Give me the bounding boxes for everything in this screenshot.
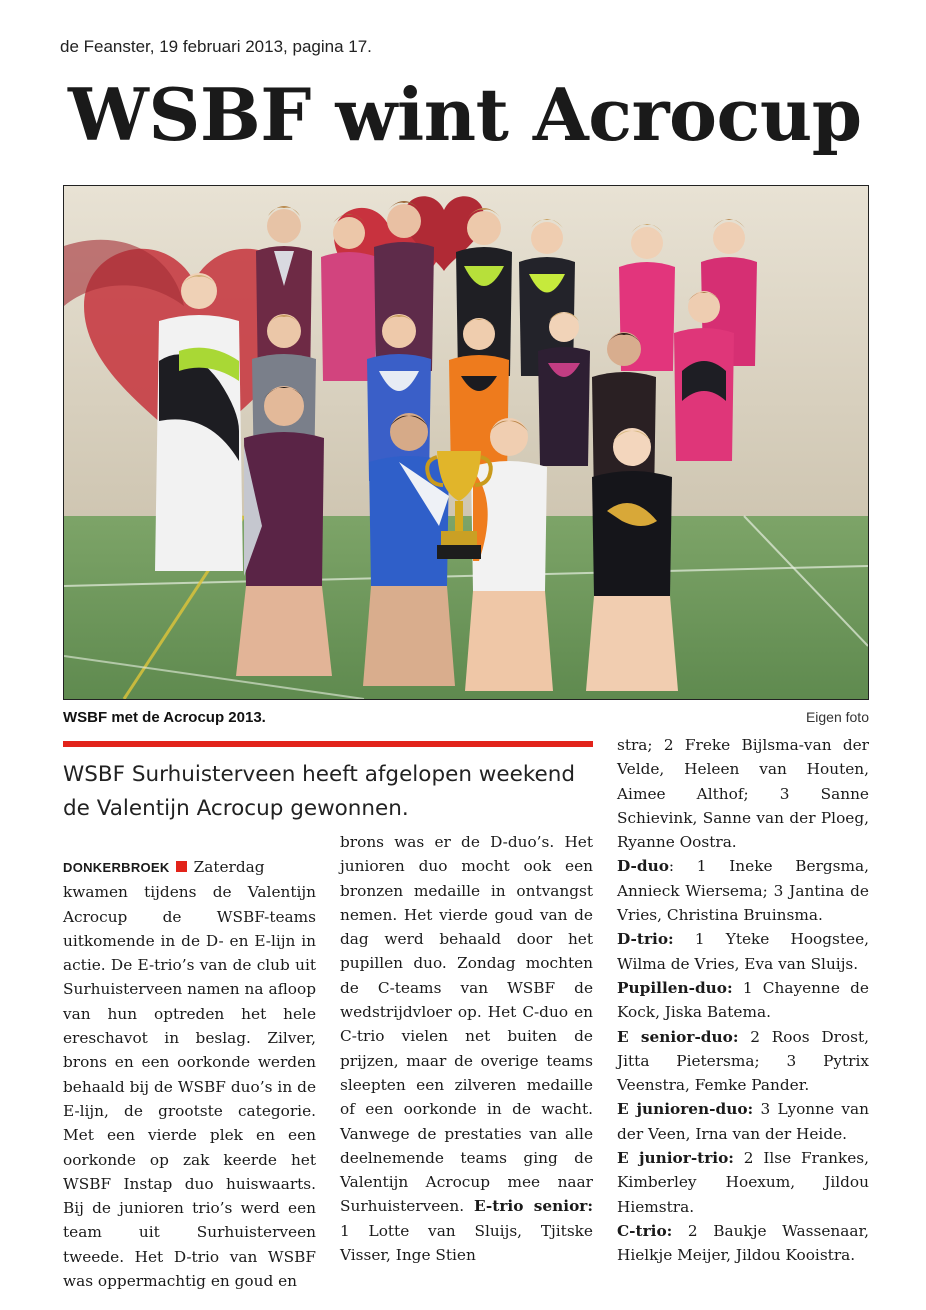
result-label: E senior-duo:	[617, 1027, 739, 1046]
result-label: D-duo	[617, 857, 669, 876]
result-text: 1 Chayenne de Kock, Jiska Batema.	[617, 978, 869, 1022]
lead-paragraph: WSBF Surhuisterveen heeft afgelopen weekend de Valentijn Acrocup gewonnen.	[63, 762, 576, 821]
accent-bar	[63, 741, 593, 747]
article-column-3	[617, 733, 869, 1268]
article-column-1	[63, 855, 316, 1293]
result-text: 3 Lyonne van der Veen, Irna van der Heide.	[617, 1100, 869, 1143]
result-text: : 1 Ineke Bergsma, Annieck Wiersema; 3 Jantina de Vries, Christina Bruinsma.	[617, 857, 869, 925]
result-text: 1 Yteke Hoogstee, Wilma de Vries, Eva van Sluijs.	[617, 930, 869, 973]
result-text: 2 Baukje Wassenaar, Hielkje Meijer, Jildou Kooistra.	[617, 1221, 869, 1265]
result-label: Pupillen-duo:	[617, 978, 733, 997]
result-label: D-trio:	[617, 930, 674, 949]
dateline-square-icon	[176, 861, 187, 872]
body-text-part-2: brons was er de D-duo’s. Het junioren duo mocht ook een bronzen medaille in ontvangst nemen. Het vierde goud van de dag werd behaald door het pupillen duo. Zondag mochten de C-teams van WSBF de wedstrijdvloer op. Het C-duo en C-trio vielen net buiten de prijzen, maar de overige teams sleepten een zilveren medaille of een oorkonde in de wacht. Vanwege de prestaties van alle deelnemende teams ging de Valentijn Acrocup mee naar Surhuisterveen.	[340, 833, 593, 1216]
photo-credit: Eigen foto	[805, 709, 869, 725]
result-text-part-2: stra; 2 Freke Bijlsma-van der Velde, Heleen van Houten, Aimee Althof; 3 Sanne Schievink, Sanne van der Ploeg, Ryanne Oostra.	[617, 736, 869, 852]
dateline: DONKERBROEK	[63, 860, 170, 875]
result-text: 2 Roos Drost, Jitta Pietersma; 3 Pytrix Veenstra, Femke Pander.	[617, 1027, 869, 1095]
article-column-2	[340, 830, 593, 1267]
result-text: 2 Ilse Frankes, Kimberley Hoexum, Jildou Hiemstra.	[617, 1149, 869, 1216]
result-text-part-1: 1 Lotte van Sluijs, Tjitske Visser, Inge Stien	[340, 1221, 593, 1265]
team-photo	[63, 185, 869, 700]
source-line: de Feanster, 19 februari 2013, pagina 17.	[60, 37, 372, 56]
result-label: E junior-trio:	[617, 1149, 734, 1168]
result-label: C-trio:	[617, 1221, 673, 1240]
result-label: E junioren-duo:	[617, 1100, 754, 1119]
photo-caption: WSBF met de Acrocup 2013.	[63, 709, 266, 726]
headline: WSBF wint Acrocup	[68, 72, 862, 157]
result-label: E-trio senior:	[473, 1197, 593, 1216]
body-text-part-1: Zaterdag kwamen tijdens de Valentijn Acrocup de WSBF-teams uitkomende in de D- en E-lijn in actie. De E-trio’s van de club uit Surhuisterveen namen na afloop van hun optreden het hele ereschavot in beslag. Zilver, brons en een oorkonde werden behaald bij de WSBF duo’s in de E-lijn, de grootste categorie. Met een vierde plek en een oorkonde op zak keerde het WSBF Instap duo huiswaarts. Bij de junioren trio’s werd een team uit Surhuisterveen tweede. Het D-trio van WSBF was oppermachtig en goud en	[63, 858, 316, 1291]
